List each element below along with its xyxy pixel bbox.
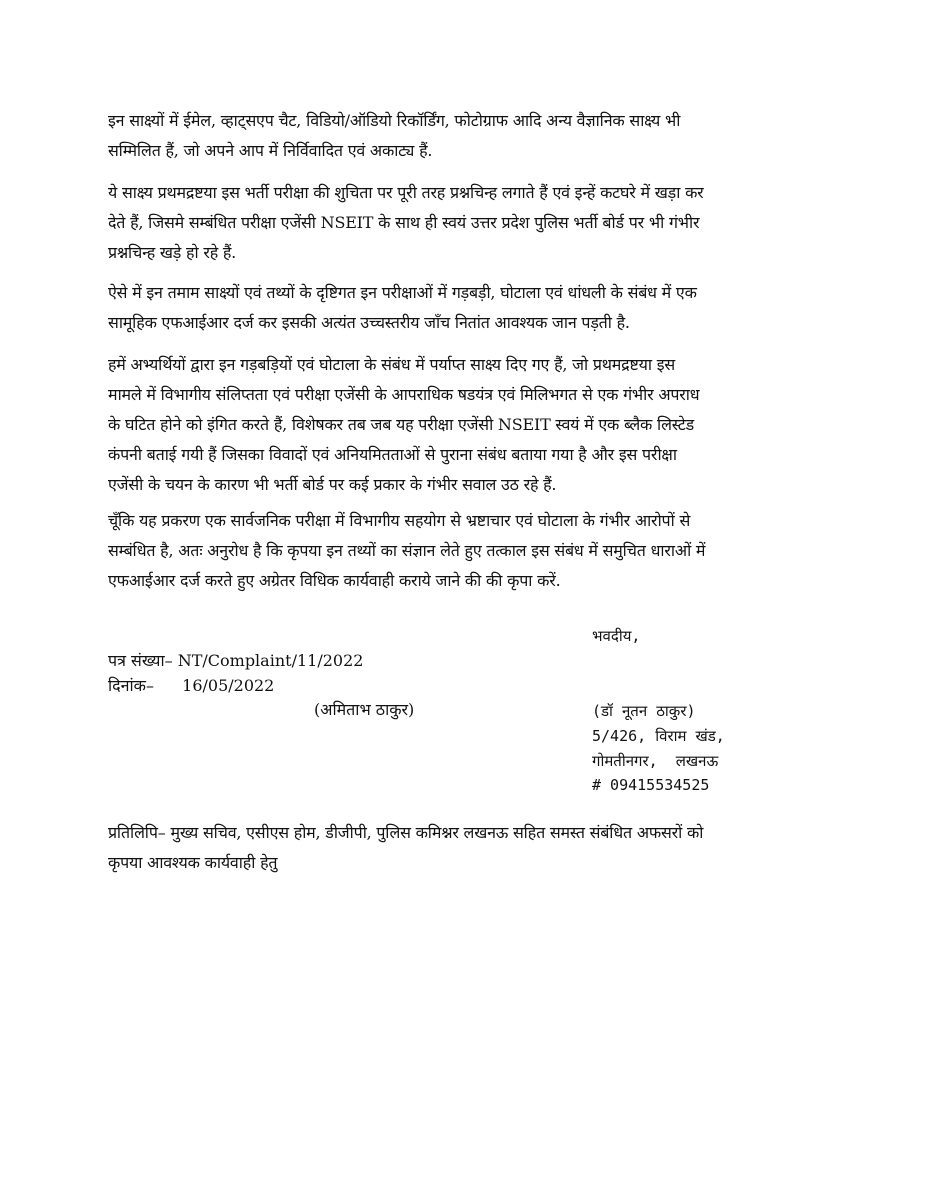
paragraph-line: कंपनी बताई गयी हैं जिसका विवादों एवं अनियमितताओं से पुराना संबंध बताया गया है और इस परीक्षा	[108, 445, 677, 464]
letter-number	[108, 649, 363, 673]
date-label: दिनांक–	[108, 676, 154, 695]
paragraph-evidence-types	[108, 106, 814, 166]
paragraph-line: के घटित होने को इंगित करते हैं, विशेषकर तब जब यह परीक्षा एजेंसी NSEIT स्वयं में एक ब्लैक लिस्टेड	[108, 415, 695, 434]
paragraph-line: एफआईआर दर्ज करते हुए अग्रेतर विधिक कार्यवाही कराये जाने की की कृपा करें.	[108, 571, 561, 590]
paragraph-candidate-evidence	[108, 350, 814, 500]
paragraph-line: सम्मिलित हैं, जो अपने आप में निर्विवादित एवं अकाट्य हैं.	[108, 141, 433, 160]
copy-to-line: कृपया आवश्यक कार्यवाही हेतु	[108, 853, 278, 872]
paragraph-line: हमें अभ्यर्थियों द्वारा इन गड़बड़ियों एवं घोटाला के संबंध में पर्याप्त साक्ष्य दिए गए हैं, जो प्रथमद्रष्टया इस	[108, 355, 675, 374]
copy-to-line: प्रतिलिपि– मुख्य सचिव, एसीएस होम, डीजीपी, पुलिस कमिश्नर लखनऊ सहित समस्त संबंधित अफसरों को	[108, 823, 704, 842]
signatory-amitabh: (अमिताभ ठाकुर)	[314, 700, 415, 719]
paragraph-fir-demand	[108, 278, 814, 338]
closing-salutation: भवदीय,	[592, 627, 641, 645]
paragraph-line: सामूहिक एफआईआर दर्ज कर इसकी अत्यंत उच्चस्तरीय जाँच नितांत आवश्यक जान पड़ती है.	[108, 313, 630, 332]
signatory-nutan: (डॉ नूतन ठाकुर)	[592, 702, 696, 720]
paragraph-line: इन साक्ष्यों में ईमेल, व्हाट्सएप चैट, विडियो/ऑडियो रिकॉर्डिंग, फोटोग्राफ आदि अन्य वैज्ञानिक साक्ष्य भी	[108, 111, 681, 130]
paragraph-line: मामले में विभागीय संलिप्तता एवं परीक्षा एजेंसी के आपराधिक षडयंत्र एवं मिलिभगत से एक गंभीर अपराध	[108, 385, 700, 404]
paragraph-exam-integrity	[108, 178, 814, 268]
paragraph-request	[108, 506, 814, 596]
address-line: 5/426, विराम खंड,	[592, 727, 725, 745]
letter-number-label: पत्र संख्या–	[108, 651, 173, 670]
paragraph-line: ये साक्ष्य प्रथमद्रष्टया इस भर्ती परीक्षा की शुचिता पर पूरी तरह प्रश्नचिन्ह लगाते हैं एवं इन्हें कटघरे में खड़ा कर	[108, 183, 704, 202]
letter-number-value: NT/Complaint/11/2022	[177, 651, 364, 670]
paragraph-line: चूँकि यह प्रकरण एक सार्वजनिक परीक्षा में विभागीय सहयोग से भ्रष्टाचार एवं घोटाला के गंभीर आरोपों से	[108, 511, 691, 530]
phone-number: # 09415534525	[592, 776, 710, 794]
paragraph-line: प्रश्नचिन्ह खड़े हो रहे हैं.	[108, 243, 237, 262]
paragraph-line: देते हैं, जिसमे सम्बंधित परीक्षा एजेंसी NSEIT के साथ ही स्वयं उत्तर प्रदेश पुलिस भर्ती बोर्ड पर भी गंभीर	[108, 213, 700, 232]
date-value: 16/05/2022	[182, 676, 275, 695]
paragraph-line: एजेंसी के चयन के कारण भी भर्ती बोर्ड पर कई प्रकार के गंभीर सवाल उठ रहे हैं.	[108, 475, 557, 494]
copy-to	[108, 818, 814, 878]
paragraph-line: सम्बंधित है, अतः अनुरोध है कि कृपया इन तथ्यों का संज्ञान लेते हुए तत्काल इस संबंध में समुचित धाराओं में	[108, 541, 706, 560]
letter-date	[108, 674, 274, 698]
address-line: गोमतीनगर, लखनऊ	[592, 752, 719, 770]
paragraph-line: ऐसे में इन तमाम साक्ष्यों एवं तथ्यों के दृष्टिगत इन परीक्षाओं में गड़बड़ी, घोटाला एवं धांधली के संबंध में एक	[108, 283, 697, 302]
